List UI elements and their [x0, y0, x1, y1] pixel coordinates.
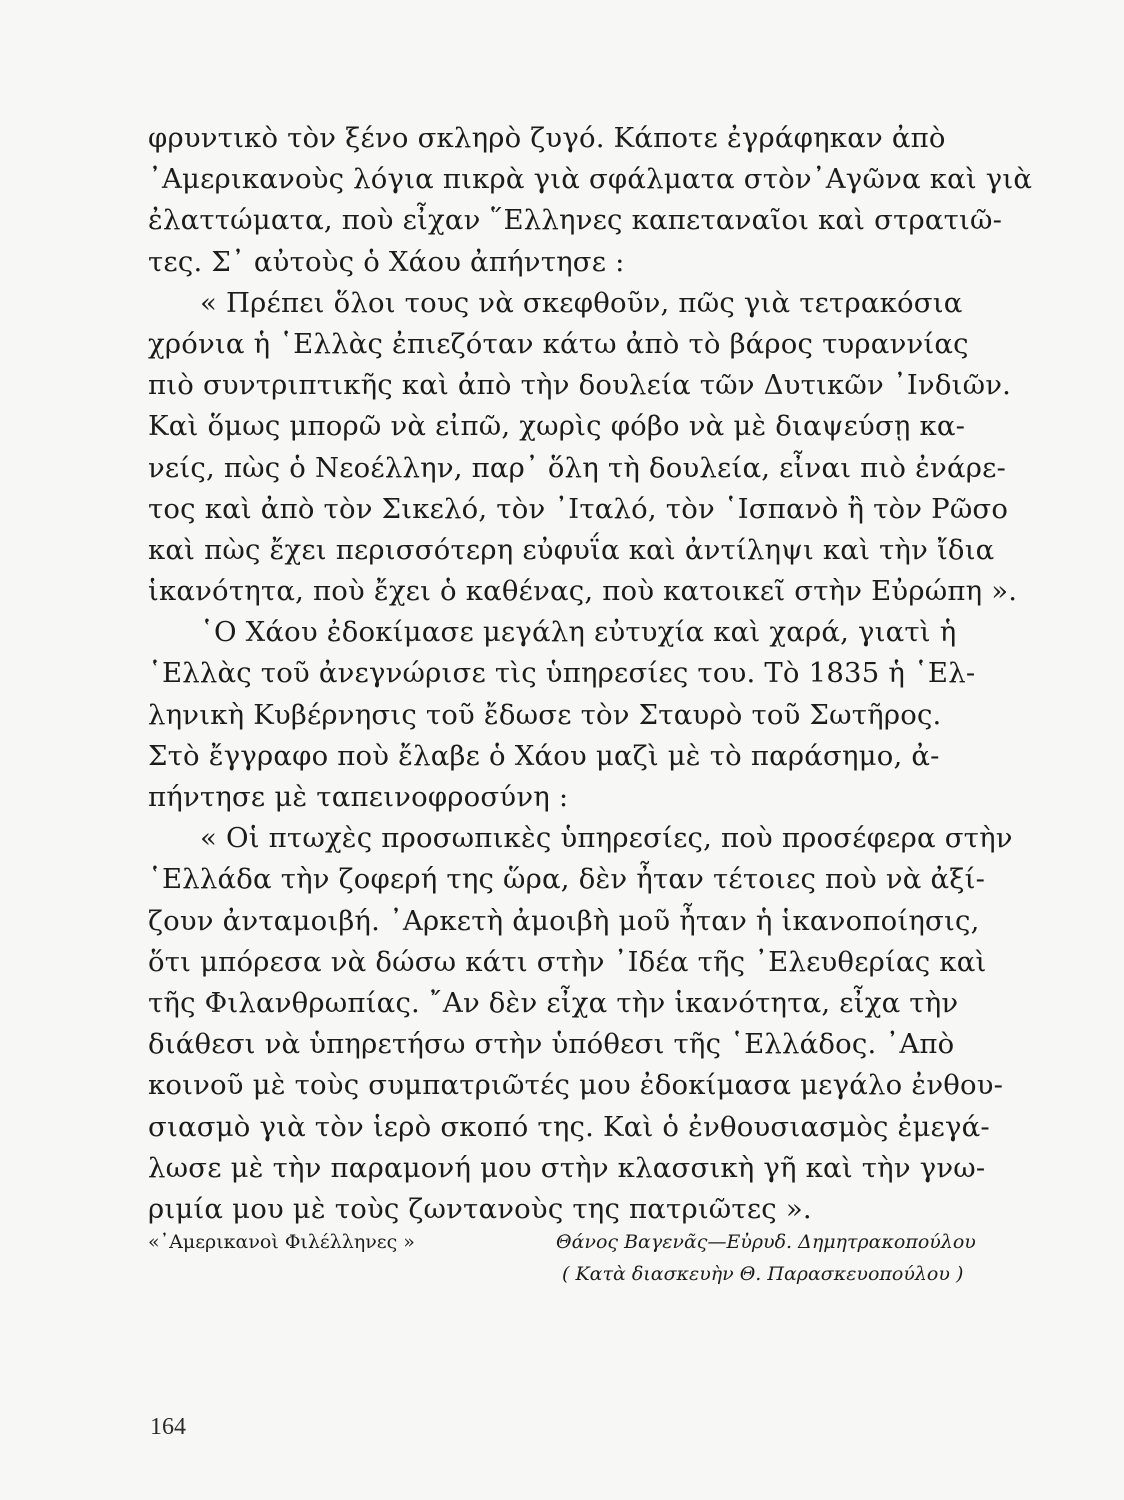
text-line: ἱκανότητα, ποὺ ἔχει ὁ καθένας, ποὺ κατοικεῖ στὴν Εὐρώπη ». [148, 575, 1018, 608]
citation [148, 1226, 1008, 1290]
text-line: Καὶ ὅμως μπορῶ νὰ εἰπῶ, χωρὶς φόβο νὰ μὲ διαψεύσῃ κα- [148, 410, 966, 443]
text-line: τῆς Φιλανθρωπίας. ῎Αν δὲν εἶχα τὴν ἱκανότητα, εἶχα τὴν [148, 986, 959, 1019]
text-line: ληνικὴ Κυβέρνησις τοῦ ἔδωσε τὸν Σταυρὸ τοῦ Σωτῆρος. [148, 698, 942, 731]
citation-authors: Θάνος Βαγενᾶς—Εὐρυδ. Δημητρακοπούλου [556, 1231, 976, 1253]
body-text [148, 118, 1033, 1230]
text-line: διάθεσι νὰ ὑπηρετήσω στὴν ὑπόθεσι τῆς ῾Ελλάδος. ᾿Απὸ [148, 1028, 955, 1061]
text-line: φρυντικὸ τὸν ξένο σκληρὸ ζυγό. Κάποτε ἐγράφηκαν ἀπὸ [148, 122, 946, 154]
text-line: κοινοῦ μὲ τοὺς συμπατριῶτές μου ἐδοκίμασα μεγάλο ἐνθου- [148, 1069, 1004, 1102]
text-line: λωσε μὲ τὴν παραμονή μου στὴν κλασσικὴ γῆ καὶ τὴν γνω- [148, 1151, 986, 1184]
text-line: σιασμὸ γιὰ τὸν ἱερὸ σκοπό της. Καὶ ὁ ἐνθουσιασμὸς ἐμεγά- [148, 1110, 990, 1143]
text-line: ὅτι μπόρεσα νὰ δώσω κάτι στὴν ᾿Ιδέα τῆς ᾿Ελευθερίας καὶ [148, 945, 987, 978]
text-line: νείς, πὼς ὁ Νεοέλλην, παρ᾿ ὅλη τὴ δουλεία, εἶναι πιὸ ἐνάρε- [148, 451, 1007, 484]
text-line: Στὸ ἔγγραφο ποὺ ἔλαβε ὁ Χάου μαζὶ μὲ τὸ παράσημο, ἀ- [148, 739, 940, 772]
text-line: πήντησε μὲ ταπεινοφροσύνη : [148, 781, 569, 813]
text-line: ζουν ἀνταμοιβή. ᾿Αρκετὴ ἀμοιβὴ μοῦ ἦταν ἡ ἱκανοποίησις, [148, 904, 980, 937]
text-line: καὶ πὼς ἔχει περισσότερη εὐφυΐα καὶ ἀντίληψι καὶ τὴν ἴδια [148, 533, 995, 566]
text-line: χρόνια ἡ ῾Ελλὰς ἐπιεζόταν κάτω ἀπὸ τὸ βάρος τυραννίας [148, 327, 969, 360]
citation-source: «᾿Αμερικανοὶ Φιλέλληνες » [148, 1231, 415, 1253]
text-line: πιὸ συντριπτικῆς καὶ ἀπὸ τὴν δουλεία τῶν Δυτικῶν ᾿Ινδιῶν. [148, 369, 1012, 402]
text-line: ῾Ελλὰς τοῦ ἀνεγνώρισε τὶς ὑπηρεσίες του. Τὸ 1835 ἡ ῾Ελ- [148, 657, 976, 690]
text-line: ῾Ο Χάου ἐδοκίμασε μεγάλη εὐτυχία καὶ χαρά, γιατὶ ἡ [200, 616, 957, 649]
text-line: « Πρέπει ὅλοι τους νὰ σκεφθοῦν, πῶς γιὰ τετρακόσια [200, 286, 963, 319]
text-line: ἐλαττώματα, ποὺ εἶχαν ῞Ελληνες καπεταναῖοι καὶ στρατιῶ- [148, 204, 1003, 237]
text-line: τες. Σ᾿ αὐτοὺς ὁ Χάου ἀπήντησε : [148, 245, 625, 278]
text-line: τος καὶ ἀπὸ τὸν Σικελό, τὸν ᾿Ιταλό, τὸν ῾Ισπανὸ ἢ τὸν Ρῶσο [148, 492, 1009, 525]
text-line: ῾Ελλάδα τὴν ζοφερή της ὥρα, δὲν ἦταν τέτοιες ποὺ νὰ ἀξί- [148, 863, 986, 896]
citation-adaptation: ( Κατὰ διασκευὴν Θ. Παρασκευοπούλου ) [562, 1263, 964, 1285]
text-line: « Οἱ πτωχὲς προσωπικὲς ὑπηρεσίες, ποὺ προσέφερα στὴν [200, 822, 1013, 855]
page-number: 164 [150, 1414, 186, 1440]
text-line: ριμία μου μὲ τοὺς ζωντανοὺς της πατριῶτες ». [148, 1192, 812, 1225]
text-line: ᾿Αμερικανοὺς λόγια πικρὰ γιὰ σφάλματα στὸν᾿Αγῶνα καὶ γιὰ [148, 163, 1033, 196]
